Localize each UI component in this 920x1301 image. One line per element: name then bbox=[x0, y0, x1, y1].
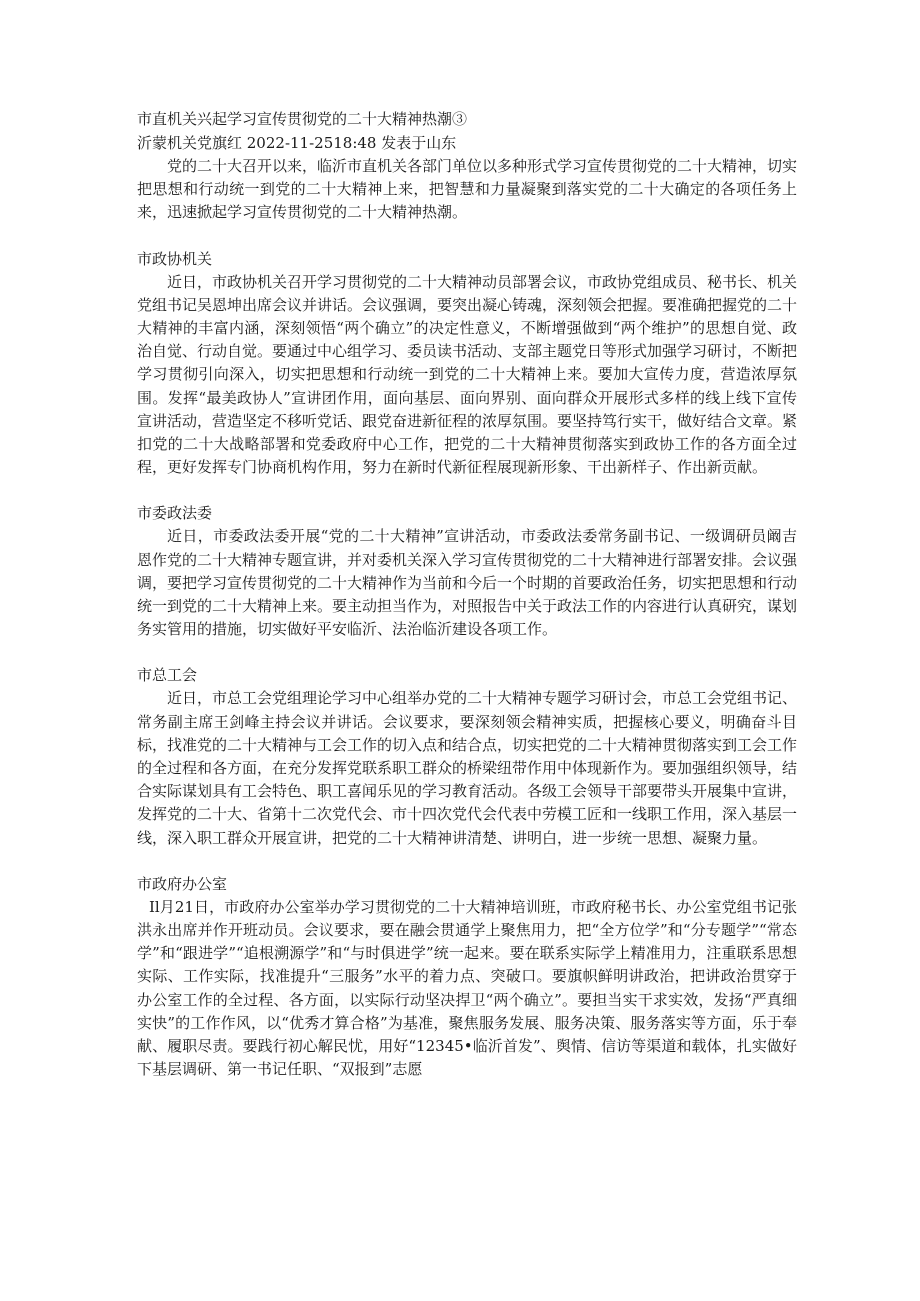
section-political-legal-committee bbox=[137, 501, 797, 641]
section-heading: 市委政法委 bbox=[137, 504, 213, 523]
section-government-office bbox=[137, 872, 797, 1082]
section-body: 近日，市委政法委开展“党的二十大精神”宣讲活动，市委政法委常务副书记、一级调研员阚吉恩作党的二十大精神专题宣讲，并对委机关深入学习宣传贯彻党的二十大精神进行部署安排。会议强调，要把学习宣传贯彻党的二十大精神作为当前和今后一个时期的首要政治任务，切实把思想和行动统一到党的二十大精神上来。要主动担当作为，对照报告中关于政法工作的内容进行认真研究，谋划务实管用的措施，切实做好平安临沂、法治临沂建设各项工作。 bbox=[137, 527, 798, 639]
article-byline: 沂蒙机关党旗红 2022-11-2518:48 发表于山东 bbox=[137, 134, 457, 152]
section-heading: 市总工会 bbox=[137, 666, 198, 685]
section-heading: 市政府办公室 bbox=[137, 874, 228, 893]
section-body: 近日，市总工会党组理论学习中心组举办党的二十大精神专题学习研讨会，市总工会党组书记、常务副主席王剑峰主持会议并讲话。会议要求，要深刻领会精神实质，把握核心要义，明确奋斗目标，找准党的二十大精神与工会工作的切入点和结合点，切实把党的二十大精神贯彻落实到工会工作的全过程和各方面，在充分发挥党联系职工群众的桥梁纽带作用中体现新作为。要加强组织领导，结合实际谋划具有工会特色、职工喜闻乐见的学习教育活动。各级工会领导干部要带头开展集中宣讲，发挥党的二十大、省第十二次党代会、市十四次党代会代表中劳模工匠和一线职工作用，深入基层一线，深入职工群众开展宣讲，把党的二十大精神讲清楚、讲明白，进一步统一思想、凝聚力量。 bbox=[137, 689, 798, 847]
article-intro: 党的二十大召开以来，临沂市直机关各部门单位以多种形式学习宣传贯彻党的二十大精神，切实把思想和行动统一到党的二十大精神上来，把智慧和力量凝聚到落实党的二十大确定的各项任务上来，迅速掀起学习宣传贯彻党的二十大精神热潮。 bbox=[137, 157, 798, 222]
document-page bbox=[137, 107, 797, 1082]
section-heading: 市政协机关 bbox=[137, 249, 213, 268]
section-federation-of-trade-unions bbox=[137, 663, 797, 849]
section-body: 近日，市政协机关召开学习贯彻党的二十大精神动员部署会议，市政协党组成员、秘书长、机关党组书记吴恩坤出席会议并讲话。会议强调，要突出凝心铸魂，深刻领会把握。要准确把握党的二十大精神的丰富内涵，深刻领悟“两个确立”的决定性意义，不断增强做到“两个维护”的思想自觉、政治自觉、行动自觉。要通过中心组学习、委员读书活动、支部主题党日等形式加强学习研讨，不断把学习贯彻引向深入，切实把思想和行动统一到党的二十大精神上来。要加大宣传力度，营造浓厚氛围。发挥“最美政协人”宣讲团作用，面向基层、面向界别、面向群众开展形式多样的线上线下宣传宣讲活动，营造坚定不移听党话、跟党奋进新征程的浓厚氛围。要坚持笃行实干，做好结合文章。紧扣党的二十大战略部署和党委政府中心工作，把党的二十大精神贯彻落实到政协工作的各方面全过程，更好发挥专门协商机构作用，努力在新时代新征程展现新形象、干出新样子、作出新贡献。 bbox=[137, 272, 798, 477]
section-cppcc-office bbox=[137, 247, 797, 480]
section-body: Il月21日，市政府办公室举办学习贯彻党的二十大精神培训班，市政府秘书长、办公室党组书记张洪永出席并作开班动员。会议要求，要在融会贯通学上聚焦用力，把“全方位学”和“分专题学”“常态学”和“跟进学”“追根溯源学”和“与时俱进学”统一起来。要在联系实际学上精准用力，注重联系思想实际、工作实际，找准提升“三服务”水平的着力点、突破口。要旗帜鲜明讲政治，把讲政治贯穿于办公室工作的全过程、各方面，以实际行动坚决捍卫“两个确立”。要担当实干求实效，发扬“严真细实快”的工作作风，以“优秀才算合格”为基准，聚焦服务发展、服务决策、服务落实等方面，乐于奉献、履职尽责。要践行初心解民忧，用好“12345•临沂首发”、舆情、信访等渠道和载体，扎实做好下基层调研、第一书记任职、“双报到”志愿 bbox=[137, 897, 797, 1079]
article-title: 市直机关兴起学习宣传贯彻党的二十大精神热潮③ bbox=[137, 110, 468, 128]
